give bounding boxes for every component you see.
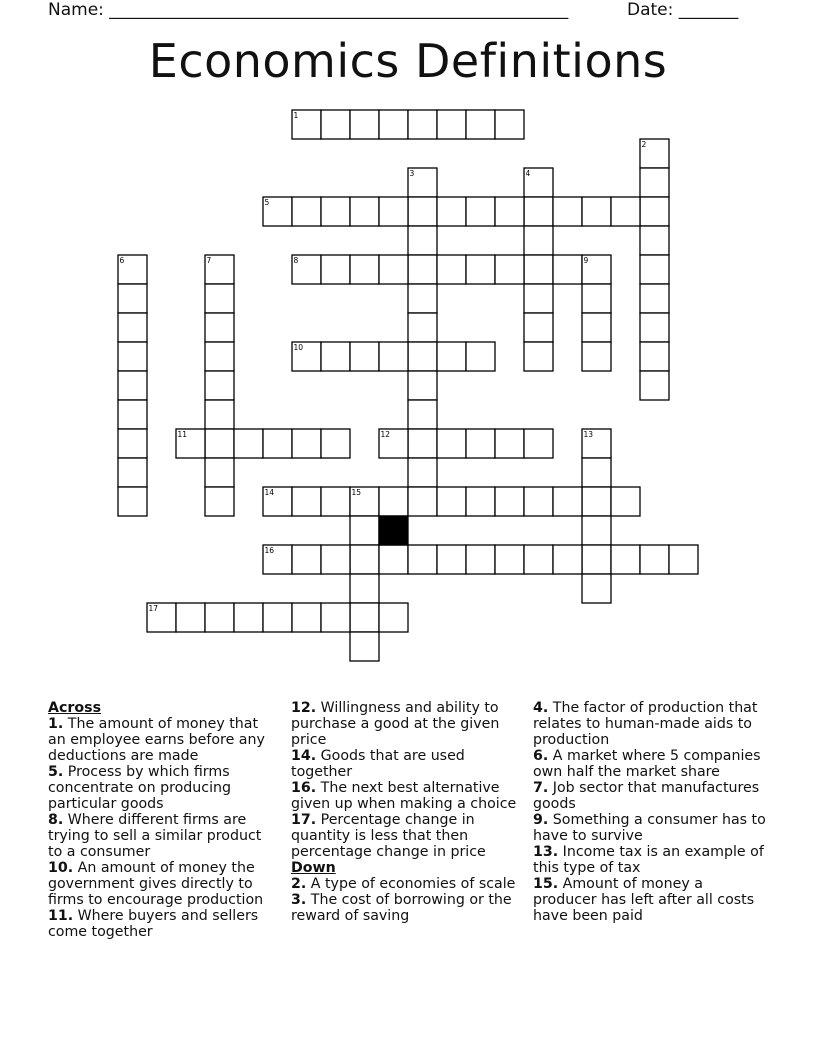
grid-clue-number: 16 — [264, 546, 275, 555]
grid-clue-number: 12 — [380, 430, 391, 439]
clue-column-3 — [533, 700, 769, 924]
grid-cell[interactable] — [292, 545, 321, 574]
grid-cell[interactable] — [321, 255, 350, 284]
grid-cell[interactable] — [524, 545, 553, 574]
page-title: Economics Definitions — [148, 34, 668, 88]
grid-cell[interactable] — [582, 545, 611, 574]
grid-cell[interactable] — [640, 313, 669, 342]
grid-cell[interactable] — [118, 342, 147, 371]
grid-cell[interactable] — [611, 487, 640, 516]
grid-cell[interactable] — [524, 487, 553, 516]
grid-cell[interactable] — [408, 342, 437, 371]
grid-cell[interactable] — [495, 429, 524, 458]
grid-cell[interactable] — [437, 429, 466, 458]
grid-cell[interactable] — [350, 574, 379, 603]
grid-cell[interactable] — [640, 197, 669, 226]
grid-cell[interactable] — [205, 313, 234, 342]
grid-cell[interactable] — [553, 487, 582, 516]
clue-down-6: 6. A market where 5 companies own half the market share — [533, 748, 761, 780]
grid-cell[interactable] — [321, 197, 350, 226]
grid-cell[interactable] — [408, 110, 437, 139]
grid-clue-number: 15 — [351, 488, 362, 497]
grid-cell[interactable] — [118, 284, 147, 313]
grid-cell[interactable] — [263, 429, 292, 458]
grid-cell[interactable] — [640, 284, 669, 313]
name-field-label[interactable]: Name: ______________________________________________________ — [48, 0, 569, 20]
grid-cell[interactable] — [205, 400, 234, 429]
grid-cell[interactable] — [263, 603, 292, 632]
grid-clue-number: 6 — [119, 256, 125, 265]
grid-cell[interactable] — [118, 400, 147, 429]
clue-down-15: 15. Amount of money a producer has left after all costs have been paid — [533, 876, 755, 924]
grid-clue-number: 2 — [641, 140, 647, 149]
clue-across-12: 12. Willingness and ability to purchase a good at the given price — [291, 700, 500, 748]
clue-across-10: 10. An amount of money the government gives directly to firms to encourage production — [48, 860, 264, 908]
grid-cell[interactable] — [524, 284, 553, 313]
grid-cell[interactable] — [205, 458, 234, 487]
grid-cell[interactable] — [205, 371, 234, 400]
grid-cell[interactable] — [495, 255, 524, 284]
grid-cell[interactable] — [466, 110, 495, 139]
grid-cell[interactable] — [582, 197, 611, 226]
grid-cell[interactable] — [495, 487, 524, 516]
grid-cell[interactable] — [640, 545, 669, 574]
grid-cell[interactable] — [350, 110, 379, 139]
grid-cell[interactable] — [437, 197, 466, 226]
grid-cell[interactable] — [582, 284, 611, 313]
grid-cell[interactable] — [466, 255, 495, 284]
grid-clue-number: 13 — [583, 430, 594, 439]
grid-cell[interactable] — [321, 342, 350, 371]
grid-cell[interactable] — [640, 226, 669, 255]
grid-clue-number: 17 — [148, 604, 159, 613]
grid-cell[interactable] — [524, 255, 553, 284]
grid-cell[interactable] — [379, 255, 408, 284]
grid-cell[interactable] — [553, 197, 582, 226]
grid-cell[interactable] — [553, 255, 582, 284]
grid-cell[interactable] — [379, 197, 408, 226]
grid-cell[interactable] — [437, 255, 466, 284]
grid-cell[interactable] — [437, 110, 466, 139]
clue-across-1: 1. The amount of money that an employee earns before any deductions are made — [48, 716, 265, 764]
grid-cell[interactable] — [611, 197, 640, 226]
grid-cell[interactable] — [379, 603, 408, 632]
grid-cell[interactable] — [408, 429, 437, 458]
grid-cell[interactable] — [437, 545, 466, 574]
clue-down-3: 3. The cost of borrowing or the reward of saving — [291, 892, 512, 924]
grid-cell[interactable] — [379, 545, 408, 574]
grid-cell[interactable] — [408, 400, 437, 429]
grid-cell[interactable] — [495, 110, 524, 139]
grid-clue-number: 7 — [206, 256, 212, 265]
grid-cell[interactable] — [408, 197, 437, 226]
grid-cell[interactable] — [582, 313, 611, 342]
grid-cell[interactable] — [205, 487, 234, 516]
grid-clue-number: 9 — [583, 256, 589, 265]
clue-across-14: 14. Goods that are used together — [291, 748, 465, 780]
grid-cell[interactable] — [582, 487, 611, 516]
grid-cell[interactable] — [350, 632, 379, 661]
grid-cell[interactable] — [437, 342, 466, 371]
grid-cell[interactable] — [205, 284, 234, 313]
grid-cell[interactable] — [408, 371, 437, 400]
grid-clue-number: 5 — [264, 198, 270, 207]
grid-cell[interactable] — [292, 603, 321, 632]
grid-cell[interactable] — [321, 487, 350, 516]
grid-cell[interactable] — [379, 342, 408, 371]
clue-down-7: 7. Job sector that manufactures goods — [533, 780, 760, 812]
clue-down-9: 9. Something a consumer has to have to survive — [533, 812, 766, 844]
grid-cell[interactable] — [582, 342, 611, 371]
grid-black-cell — [379, 516, 408, 545]
grid-cell[interactable] — [205, 603, 234, 632]
clue-across-17: 17. Percentage change in quantity is less that then percentage change in price — [291, 812, 486, 860]
clue-across-11: 11. Where buyers and sellers come together — [48, 908, 259, 940]
grid-cell[interactable] — [205, 342, 234, 371]
clue-down-13: 13. Income tax is an example of this type of tax — [533, 844, 764, 876]
grid-cell[interactable] — [408, 545, 437, 574]
grid-cell[interactable] — [118, 458, 147, 487]
grid-cell[interactable] — [466, 487, 495, 516]
grid-cell[interactable] — [582, 516, 611, 545]
grid-cell[interactable] — [379, 487, 408, 516]
grid-cell[interactable] — [640, 371, 669, 400]
clue-across-16: 16. The next best alternative given up when making a choice — [291, 780, 517, 812]
clue-column-2 — [291, 700, 521, 924]
grid-cell[interactable] — [321, 429, 350, 458]
grid-cell[interactable] — [234, 603, 263, 632]
grid-clue-number: 11 — [177, 430, 188, 439]
grid-cell[interactable] — [118, 313, 147, 342]
clue-across-8: 8. Where different firms are trying to sell a similar product to a consumer — [48, 812, 262, 860]
across-heading: Across — [48, 700, 102, 716]
grid-cell[interactable] — [495, 545, 524, 574]
clue-down-2: 2. A type of economies of scale — [291, 876, 516, 892]
grid-cell[interactable] — [321, 603, 350, 632]
grid-cell[interactable] — [524, 429, 553, 458]
grid-cell[interactable] — [640, 168, 669, 197]
grid-clue-number: 14 — [264, 488, 275, 497]
date-field-label[interactable]: Date: _______ — [627, 0, 739, 20]
grid-clue-number: 3 — [409, 169, 415, 178]
grid-cell[interactable] — [292, 429, 321, 458]
grid-cell[interactable] — [437, 487, 466, 516]
grid-clue-number: 10 — [293, 343, 304, 352]
grid-cell[interactable] — [524, 313, 553, 342]
grid-cell[interactable] — [350, 603, 379, 632]
grid-cell[interactable] — [466, 545, 495, 574]
grid-cell[interactable] — [582, 574, 611, 603]
grid-cell[interactable] — [321, 110, 350, 139]
grid-cell[interactable] — [408, 487, 437, 516]
grid-cell[interactable] — [350, 516, 379, 545]
grid-cell[interactable] — [350, 545, 379, 574]
grid-cell[interactable] — [408, 313, 437, 342]
grid-cell[interactable] — [321, 545, 350, 574]
grid-cell[interactable] — [234, 429, 263, 458]
grid-cell[interactable] — [118, 429, 147, 458]
grid-cell[interactable] — [408, 255, 437, 284]
clue-across-5: 5. Process by which firms concentrate on producing particular goods — [48, 764, 232, 812]
grid-cell[interactable] — [495, 197, 524, 226]
grid-cell[interactable] — [408, 226, 437, 255]
grid-cell[interactable] — [408, 284, 437, 313]
grid-cell[interactable] — [611, 545, 640, 574]
grid-cell[interactable] — [379, 110, 408, 139]
grid-cell[interactable] — [640, 255, 669, 284]
grid-clue-number: 8 — [293, 256, 299, 265]
grid-cell[interactable] — [292, 197, 321, 226]
grid-cell[interactable] — [553, 545, 582, 574]
grid-cell[interactable] — [350, 197, 379, 226]
grid-cell[interactable] — [350, 255, 379, 284]
grid-cell[interactable] — [292, 487, 321, 516]
grid-cell[interactable] — [466, 342, 495, 371]
grid-cell[interactable] — [118, 487, 147, 516]
grid-cell[interactable] — [582, 458, 611, 487]
grid-cell[interactable] — [466, 429, 495, 458]
grid-cell[interactable] — [205, 429, 234, 458]
grid-cell[interactable] — [176, 603, 205, 632]
grid-cell[interactable] — [640, 342, 669, 371]
grid-clue-number: 4 — [525, 169, 531, 178]
grid-cell[interactable] — [524, 342, 553, 371]
grid-cell[interactable] — [669, 545, 698, 574]
grid-cell[interactable] — [118, 371, 147, 400]
grid-cell[interactable] — [408, 458, 437, 487]
grid-cell[interactable] — [350, 342, 379, 371]
grid-cell[interactable] — [466, 197, 495, 226]
clue-down-4: 4. The factor of production that relates to human-made aids to production — [533, 700, 758, 748]
clue-column-1 — [48, 700, 280, 940]
down-heading: Down — [291, 860, 336, 876]
grid-clue-number: 1 — [293, 111, 299, 120]
grid-cell[interactable] — [524, 197, 553, 226]
grid-cell[interactable] — [524, 226, 553, 255]
